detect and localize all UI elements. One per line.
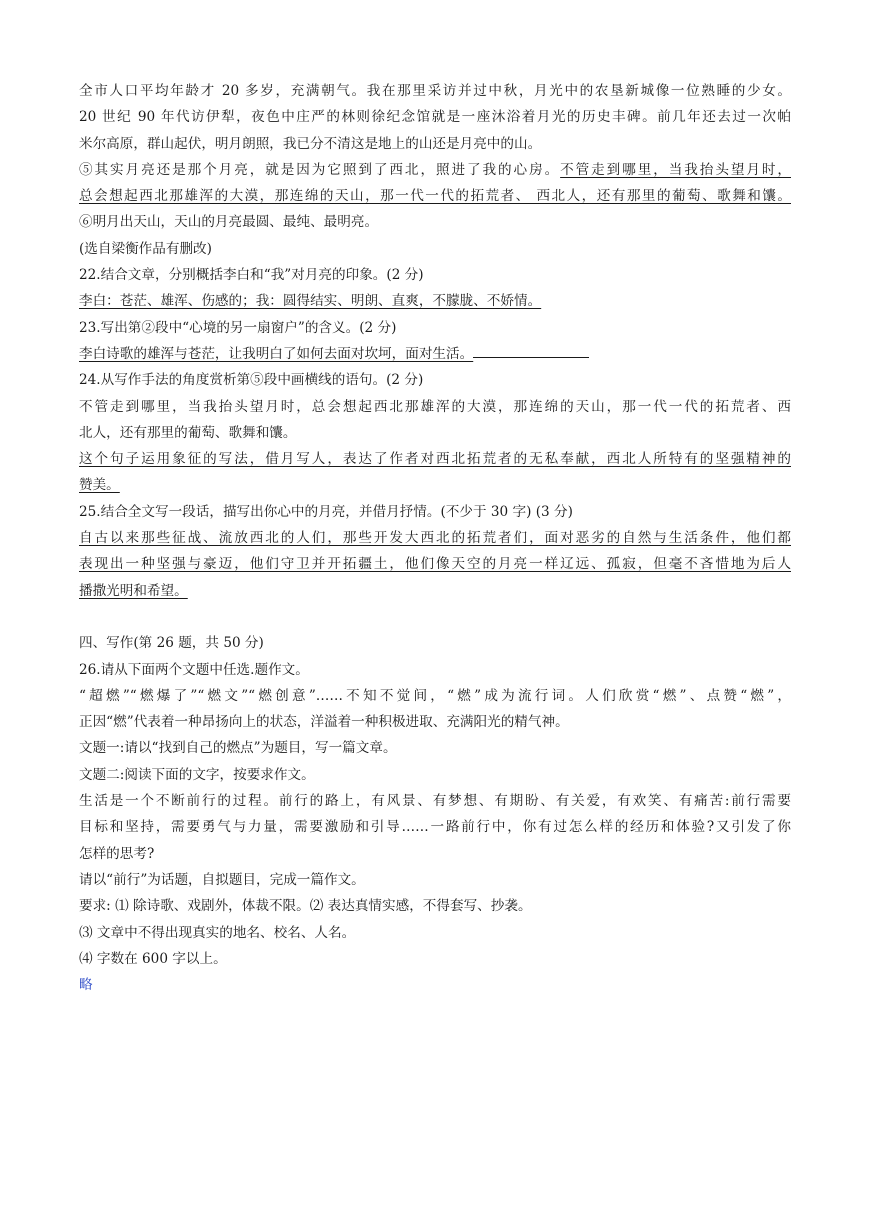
paragraph-5-underlined-text-a: 不管走到哪里，当我抬头望月时， — [560, 161, 791, 178]
question-25-answer-line-3 — [79, 578, 791, 604]
writing-topic-2: 文题二:阅读下面的文字，按要求作文。 — [79, 766, 315, 783]
writing-material-line-1: 生活是一个不断前行的过程。前行的路上，有风景、有梦想、有期盼、有关爱，有欢笑、有痛苦:前行需要 — [79, 793, 791, 810]
question-22-answer — [79, 288, 791, 314]
question-22-prompt: 22.结合文章，分别概括李白和“我”对月亮的印象。(2 分) — [79, 267, 424, 284]
writing-requirement-1: 要求: ⑴ 除诗歌、戏剧外，体裁不限。⑵ 表达真情实感，不得套写、抄袭。 — [79, 898, 532, 915]
paragraph-5-line-2 — [79, 183, 791, 209]
question-22-answer-text: 李白：苍茫、雄浑、伤感的；我：圆得结实、明朗、直爽，不朦胧、不娇情。 — [79, 293, 542, 310]
question-25-answer-text-2: 表现出一种坚强与豪迈，他们守卫并开拓疆土，他们像天空的月亮一样辽远、孤寂，但毫不吝惜地为后人 — [79, 556, 791, 573]
passage-line-3: 米尔高原，群山起伏，明月朗照，我已分不清这是地上的山还是月亮中的山。 — [79, 135, 542, 152]
writing-requirement-4: ⑷ 字数在 600 字以上。 — [79, 950, 227, 967]
question-25-answer-line-2 — [79, 551, 791, 577]
writing-intro-line-2: 正因“燃”代表着一种昂扬向上的状态，洋溢着一种积极进取、充满阳光的精气神。 — [79, 714, 569, 731]
question-24-prompt: 24.从写作手法的角度赏析第⑤段中画横线的语句。(2 分) — [79, 372, 424, 389]
question-24-answer-text-2: 赞美。 — [79, 477, 120, 494]
writing-intro-line-1: “超燃”“燃爆了”“燃文”“燃创意”……不知不觉间，“燃”成为流行词。人们欣赏“燃”、点赞“燃”， — [79, 687, 791, 704]
question-24-quote-line-2: 北人，还有那里的葡萄、歌舞和馕。 — [79, 424, 297, 441]
question-23-answer — [79, 341, 791, 367]
writing-requirement-3: ⑶ 文章中不得出现真实的地名、校名、人名。 — [79, 924, 356, 941]
document-page — [79, 78, 791, 998]
passage-source: (选自梁衡作品有删改) — [79, 240, 212, 257]
question-24-quote-line-1: 不管走到哪里，当我抬头望月时，总会想起西北那雄浑的大漠，那连绵的天山，那一代一代的拓荒者、西 — [79, 398, 791, 415]
paragraph-6: ⑥明月出天山，天山的月亮最圆、最纯、最明亮。 — [79, 214, 379, 231]
paragraph-5-underlined-text-b: 总会想起西北那雄浑的大漠，那连绵的天山，那一代一代的拓荒者、 西北人，还有那里的葡萄、歌舞和馕。 — [79, 188, 791, 205]
paragraph-5-plain-text: ⑤其实月亮还是那个月亮，就是因为它照到了西北，照进了我的心房。 — [79, 161, 561, 178]
question-25-answer-text-3: 播撒光明和希望。 — [79, 582, 188, 599]
section-spacer — [79, 604, 791, 630]
writing-section-title: 四、写作(第 26 题，共 50 分) — [79, 635, 264, 652]
writing-material-line-3: 怎样的思考? — [79, 845, 155, 862]
writing-answer-omitted: 略 — [79, 977, 93, 994]
question-23-answer-text: 李白诗歌的雄浑与苍茫，让我明白了如何去面对坎坷，面对生活。 — [79, 345, 474, 362]
question-25-answer-line-1 — [79, 525, 791, 551]
question-24-answer-line-1 — [79, 446, 791, 472]
question-23-prompt: 23.写出第②段中“心境的另一扇窗户”的含义。(2 分) — [79, 319, 397, 336]
question-24-answer-text-1: 这个句子运用象征的写法，借月写人，表达了作者对西北拓荒者的无私奉献，西北人所特有的坚强精神的 — [79, 451, 791, 468]
writing-instruction: 请以“前行”为话题，自拟题目，完成一篇作文。 — [79, 871, 365, 888]
passage-line-2: 20 世纪 90 年代访伊犁，夜色中庄严的林则徐纪念馆就是一座沐浴着月光的历史丰碑。前几年还去过一次帕 — [79, 109, 791, 126]
writing-material-line-2: 目标和坚持，需要勇气与力量，需要激励和引导……一路前行中，你有过怎么样的经历和体验?又引发了你 — [79, 819, 791, 836]
question-23-answer-rule — [473, 343, 589, 358]
question-24-answer-line-2 — [79, 472, 791, 498]
writing-topic-1: 文题一:请以“找到自己的燃点”为题目，写一篇文章。 — [79, 740, 397, 757]
paragraph-5-line-1 — [79, 157, 791, 183]
question-26-prompt: 26.请从下面两个文题中任选.题作文。 — [79, 661, 309, 678]
passage-line-1: 全市人口平均年龄才 20 多岁，充满朝气。我在那里采访并过中秋，月光中的农垦新城像一位熟睡的少女。 — [79, 83, 791, 99]
question-25-prompt: 25.结合全文写一段话，描写出你心中的月亮，并借月抒情。(不少于 30 字) (3 分) — [79, 503, 573, 520]
question-25-answer-text-1: 自古以来那些征战、流放西北的人们，那些开发大西北的拓荒者们，面对恶劣的自然与生活条件，他们都 — [79, 530, 791, 547]
